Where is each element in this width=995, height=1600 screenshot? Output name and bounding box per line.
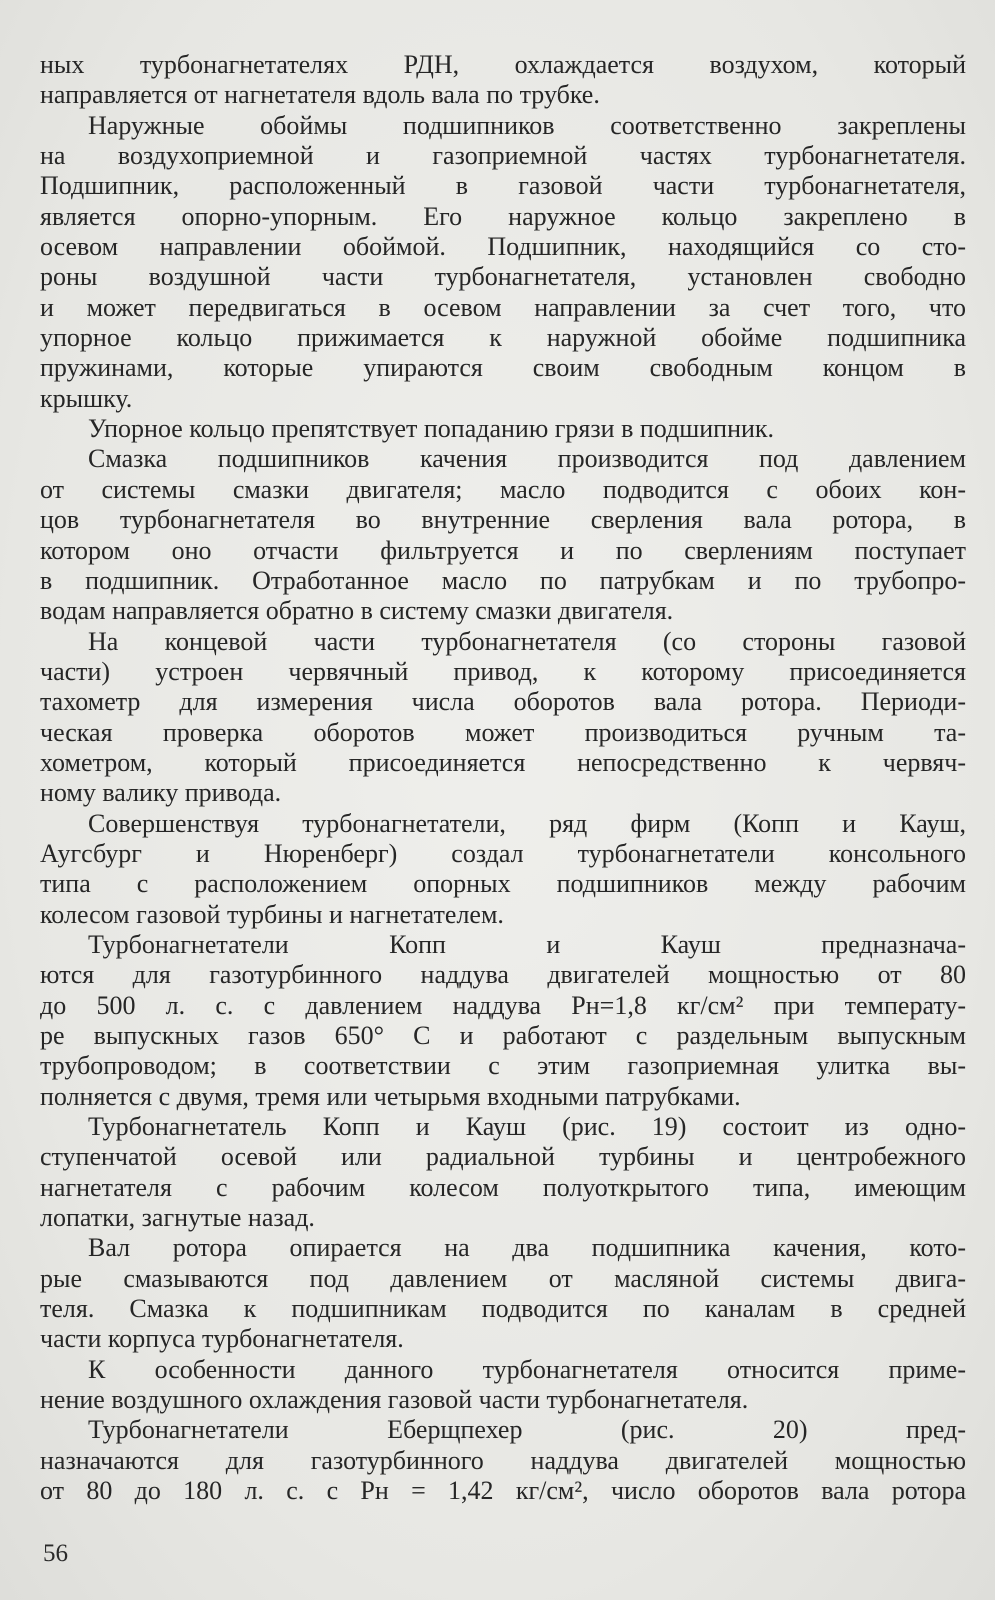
text-line: части корпуса турбонагнетателя. bbox=[40, 1324, 404, 1354]
paragraph bbox=[40, 444, 966, 626]
text-line: водам направляется обратно в систему смазки двигателя. bbox=[40, 596, 674, 626]
paragraph bbox=[40, 50, 966, 111]
text-line: колесом газовой турбины и нагнетателем. bbox=[40, 899, 504, 929]
text-line: К особенности данного турбонагнетателя относится приме- bbox=[88, 1354, 966, 1384]
text-line: до 500 л. с. с давлением наддува Pн=1,8 кг/см² при температу- bbox=[40, 990, 966, 1020]
text-line: является опорно-упорным. Его наружное кольцо закреплено в bbox=[40, 201, 966, 231]
text-line: от системы смазки двигателя; масло подводится с обоих кон- bbox=[40, 474, 966, 504]
text-line: ных турбонагнетателях РДН, охлаждается воздухом, который bbox=[40, 50, 966, 79]
text-line: трубопроводом; в соответствии с этим газоприемная улитка вы- bbox=[40, 1051, 966, 1081]
text-line: упорное кольцо прижимается к наружной обойме подшипника bbox=[40, 323, 966, 353]
paragraph bbox=[40, 1355, 966, 1416]
paragraph bbox=[40, 930, 966, 1112]
text-line: на воздухоприемной и газоприемной частях турбонагнетателя. bbox=[40, 141, 966, 171]
text-line: типа с расположением опорных подшипников между рабочим bbox=[40, 869, 966, 899]
text-line: Вал ротора опирается на два подшипника качения, кото- bbox=[88, 1233, 966, 1263]
text-line: в подшипник. Отработанное масло по патрубкам и по трубопро- bbox=[40, 565, 966, 595]
text-line: осевом направлении обоймой. Подшипник, находящийся со сто- bbox=[40, 232, 966, 262]
text-line: теля. Смазка к подшипникам подводится по каналам в средней bbox=[40, 1294, 966, 1324]
paragraph bbox=[40, 809, 966, 930]
text-line: от 80 до 180 л. с. с Pн = 1,42 кг/см², число оборотов вала ротора bbox=[40, 1476, 966, 1506]
text-line: Подшипник, расположенный в газовой части турбонагнетателя, bbox=[40, 171, 966, 201]
text-line: Смазка подшипников качения производится под давлением bbox=[88, 444, 966, 474]
paragraph bbox=[40, 414, 966, 444]
text-line: Турбонагнетатель Копп и Кауш (рис. 19) состоит из одно- bbox=[88, 1112, 966, 1142]
text-line: Турбонагнетатели Еберщпехер (рис. 20) пред- bbox=[88, 1415, 966, 1445]
text-line: ются для газотурбинного наддува двигателей мощностью от 80 bbox=[40, 960, 966, 990]
paragraph bbox=[40, 111, 966, 414]
text-line: роны воздушной части турбонагнетателя, установлен свободно bbox=[40, 262, 966, 292]
paragraph bbox=[40, 1233, 966, 1354]
text-line: хометром, который присоединяется непосредственно к червяч- bbox=[40, 747, 966, 777]
text-line: цов турбонагнетателя во внутренние сверления вала ротора, в bbox=[40, 505, 966, 535]
text-line: рые смазываются под давлением от масляной системы двига- bbox=[40, 1263, 966, 1293]
text-line: части) устроен червячный привод, к которому присоединяется bbox=[40, 656, 966, 686]
paragraph bbox=[40, 1415, 966, 1506]
text-line: ному валику привода. bbox=[40, 778, 282, 808]
text-line: лопатки, загнутые назад. bbox=[40, 1203, 315, 1233]
text-line: нение воздушного охлаждения газовой части турбонагнетателя. bbox=[40, 1385, 749, 1415]
text-line: крышку. bbox=[40, 383, 133, 413]
text-line: Упорное кольцо препятствует попаданию грязи в подшипник. bbox=[88, 414, 775, 444]
text-line: и может передвигаться в осевом направлении за счет того, что bbox=[40, 292, 966, 322]
text-line: нагнетателя с рабочим колесом полуоткрытого типа, имеющим bbox=[40, 1172, 966, 1202]
text-line: ре выпускных газов 650° С и работают с раздельным выпускным bbox=[40, 1021, 966, 1050]
page-number: 56 bbox=[43, 1540, 68, 1567]
text-line: направляется от нагнетателя вдоль вала по трубке. bbox=[40, 80, 600, 110]
paragraph bbox=[40, 1112, 966, 1233]
text-line: Аугсбург и Нюренберг) создал турбонагнетатели консольного bbox=[40, 838, 966, 868]
text-line: ческая проверка оборотов может производиться ручным та- bbox=[40, 717, 966, 747]
text-line: ступенчатой осевой или радиальной турбины и центробежного bbox=[40, 1142, 966, 1172]
text-line: полняется с двумя, тремя или четырьмя входными патрубками. bbox=[40, 1081, 741, 1111]
text-line: Наружные обоймы подшипников соответственно закреплены bbox=[88, 110, 966, 140]
text-line: тахометр для измерения числа оборотов вала ротора. Периоди- bbox=[40, 687, 966, 717]
paragraph bbox=[40, 627, 966, 809]
text-line: Турбонагнетатели Копп и Кауш предназнача- bbox=[88, 929, 966, 959]
text-line: Совершенствуя турбонагнетатели, ряд фирм (Копп и Кауш, bbox=[88, 808, 966, 838]
text-line: котором оно отчасти фильтруется и по сверлениям поступает bbox=[40, 535, 966, 565]
text-line: назначаются для газотурбинного наддува двигателей мощностью bbox=[40, 1445, 966, 1475]
text-line: пружинами, которые упираются своим свободным концом в bbox=[40, 353, 966, 383]
page-text bbox=[40, 50, 966, 1507]
text-line: На концевой части турбонагнетателя (со стороны газовой bbox=[88, 626, 966, 656]
